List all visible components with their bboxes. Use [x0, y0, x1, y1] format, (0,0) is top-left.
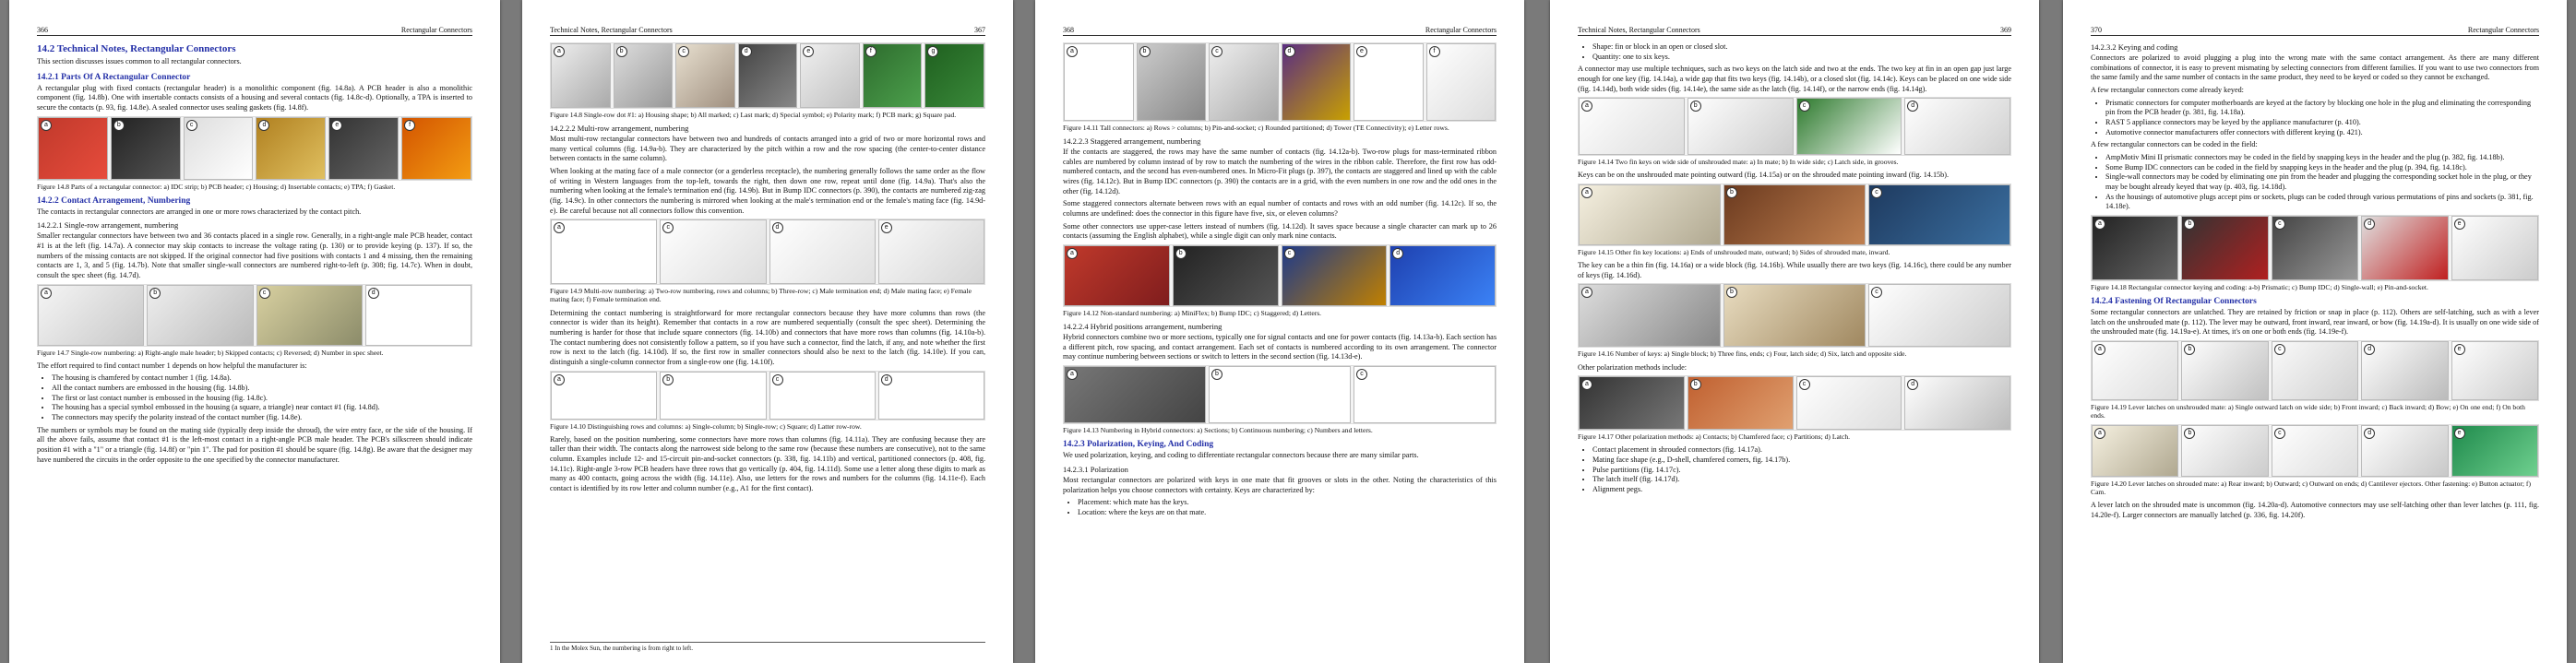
- page-369: [1550, 0, 2039, 663]
- list-item: • Automotive connector manufacturers offer connectors with different keying (p. 421).: [2105, 128, 2539, 138]
- diagram-numbers-letters: c: [1354, 366, 1496, 423]
- chapter-title: Technical Notes, Rectangular Connectors: [1578, 26, 1700, 34]
- list-item: • The housing is chamfered by contact number 1 (fig. 14.8a).: [52, 373, 472, 384]
- figure-caption: Figure 14.8 Single-row dot #1: a) Housing shape; b) All marked; c) Last mark; d) Special symbol; e) Polarity mark; f) PCB mark; g) Square pad.: [550, 111, 957, 119]
- paragraph: When looking at the mating face of a male connector (or a genderless receptacle), the numbering generally follows the same order as the flow of writing in Western languages from the top-left, towards the right, then down one row, repeat until done (fig. 14.9a). That's also the numbering when looking at the female's termination end (fig. 14.9b). But in Bump IDC connectors (p. 390), the contacts are numbered zig-zag (fig. 14.9c). In other connectors the numbering is mirrored when looking at the male's termination end or the female's mating face (fig. 14.9d-e). Be careful because not all connectors follow this convention.: [550, 167, 985, 215]
- photo-one-end: e: [2451, 341, 2538, 400]
- photo-wide-side: b: [1688, 98, 1794, 155]
- page-367: [522, 0, 1013, 663]
- figure-caption: Figure 14.7 Single-row numbering: a) Right-angle male header; b) Skipped contacts; c) Reversed; d) Number in spec sheet.: [37, 348, 384, 357]
- figure-caption: Figure 14.10 Distinguishing rows and columns: a) Single-column; b) Single-row; c) Square; d) Latter row-row.: [550, 421, 862, 431]
- photo-housing: c: [184, 117, 254, 180]
- photo-tower: d: [1282, 43, 1352, 121]
- photo-gasket: f: [401, 117, 471, 180]
- figure-caption: Figure 14.8 Parts of a rectangular connector: a) IDC strip; b) PCB header; c) Housing; d) Insertable contacts; e) TPA; f) Gasket.: [37, 182, 396, 191]
- subsection-title: 14.2.1 Parts Of A Rectangular Connector: [37, 72, 191, 82]
- figure-caption: Figure 14.11 Tall connectors: a) Rows > columns; b) Pin-and-socket; c) Rounded partitioned; d) Tower (TE Connectivity); e) Letter rows.: [1063, 124, 1449, 132]
- list-item: • Quantity: one to six keys.: [1592, 53, 2011, 63]
- photo-three-fins: b: [1723, 284, 1866, 347]
- photo-bump-idc-keyed: c: [2272, 216, 2358, 280]
- figure-caption: Figure 14.14 Two fin keys on wide side of unshrouded mate: a) In mate; b) In wide side; c) Latch side, in grooves.: [1578, 158, 1899, 167]
- figure-caption: Figure 14.13 Numbering in Hybrid connectors: a) Sections; b) Continuous numbering; c) Numbers and letters.: [1063, 426, 1373, 435]
- photo-pcb-header: b: [111, 117, 181, 180]
- subsubsection-title: 14.2.2.2 Multi-row arrangement, numbering: [550, 124, 689, 134]
- paragraph: Keys can be on the unshrouded mate pointing outward (fig. 14.15a) or on the shrouded mate pointing inward (fig. 14.15b).: [1578, 171, 1950, 180]
- page-368: [1035, 0, 1524, 663]
- paragraph: Hybrid connectors combine two or more sections, typically one for signal contacts and one for power contacts (fig. 14.13a-b). Each section has a different pitch, row spacing, and contact arrangement. Each set of contacts is numbered according to its own arrangement. The connector may continue numbering between sections or switch to letters in the second section (fig. 14.13d-e).: [1063, 333, 1497, 361]
- bullet-list: [2091, 153, 2539, 212]
- paragraph: A few rectangular connectors come already keyed:: [2091, 85, 2244, 94]
- diagram-single-column: a: [551, 372, 657, 420]
- subsubsection-title: 14.2.2.3 Staggered arrangement, numbering: [1063, 136, 1201, 147]
- paragraph: A lever latch on the shrouded mate is uncommon (fig. 14.20a-d). Automotive connectors may use self-latching other than lever latches (p. 111, fig. 14.20e-f). Larger connectors are manually latched (p. 336, fig. 14.20f).: [2091, 501, 2539, 520]
- subsection-title: 14.2.2 Contact Arrangement, Numbering: [37, 195, 191, 206]
- diagram-letter-rows: e: [1354, 43, 1424, 121]
- photo-idc-strip: a: [38, 117, 108, 180]
- footnote: 1 In the Molex Sun, the numbering is from right to left.: [550, 642, 985, 652]
- photo-four-latch: c: [1868, 284, 2010, 347]
- photo-front-inward: b: [2181, 341, 2268, 400]
- paragraph: Smaller rectangular connectors have between two and 36 contacts placed in a single row. Generally, in a right-angle male PCB header, contact #1 is at the left (fig. 14.7a). A connector may skip contacts to increase the voltage rating (p. 130) or to provide keying (p. 137). If so, the numbers of the missing contacts are not skipped. If the original connector had five positions with contacts 1 and 4 missing, then the remaining contacts are 1, 3, and 5 (fig. 14.7b). Note that smaller single-wall connectors are numbered right-to-left (p. 308; fig. 14.7c). When in doubt, consult the spec sheet (fig. 14.7d).: [37, 231, 472, 280]
- intro-paragraph: This section discusses issues common to all rectangular connectors.: [37, 57, 242, 65]
- figure-14-16: [1578, 283, 2011, 348]
- chapter-title: Rectangular Connectors: [2467, 26, 2539, 34]
- photo-staggered: c: [1282, 245, 1388, 306]
- photo-partitioned: c: [1209, 43, 1279, 121]
- list-item: • Contact placement in shrouded connectors (fig. 14.17a).: [1592, 445, 2011, 456]
- paragraph: The contacts in rectangular connectors are arranged in one or more rows characterized by the contact pitch.: [37, 207, 362, 216]
- running-header: [1063, 26, 1497, 36]
- subsubsection-title: 14.2.3.2 Keying and coding: [2091, 42, 2178, 52]
- page-366: [9, 0, 500, 663]
- figure-14-7: [37, 284, 472, 347]
- diagram-spec-sheet: d: [365, 285, 471, 346]
- paragraph: A connector may use multiple techniques, such as two keys on the latch side and two at the ends. The two key at fin in an open gap just large enough for one key (fig. 14.14a), a wide gap that fits two keys (fig. 14.14b), or a closed slot (fig. 14.14c). Keys can be placed on one wide side (fig. 14.14d), both wide sides (fig. 14.14e), the same side as the latch (fig. 14.14f), or the narrow ends (fig. 14.14g).: [1578, 65, 2011, 93]
- list-item: • Placement: which mate has the keys.: [1078, 498, 1497, 508]
- paragraph: Connectors are polarized to avoid plugging a plug into the wrong mate with the same contact arrangement. As there are many different combinations of connector, it is easy to prevent mismating by selecting connectors from different families. If you want to use two connectors from the same family and the same number of contacts in the same product, they need to be keyed or coded so they cannot be exchanged.: [2091, 53, 2539, 82]
- paragraph: The numbers or symbols may be found on the mating side (typically deep inside the shroud), the wire entry face, or the side of the housing. If all the above fails, assume that contact #1 is the left-most contact in a right-angle PCB male header. The PCB's silkscreen should indicate position #1 with a "1" or a triangle (fig. 14.8f) or "pin 1". The pad for position #1 should be square (fig. 14.8g). Be aware that the designer may have numbered the circuits in the order opposite to the one specified by the connector manufacturer.: [37, 425, 472, 464]
- figure-caption: Figure 14.16 Number of keys: a) Single block; b) Three fins, ends; c) Four, latch side; d) Six, latch and opposite side.: [1578, 349, 1907, 359]
- photo-pin-socket-coded: e: [2451, 216, 2538, 280]
- photo-female-mating: e: [878, 219, 984, 284]
- photo-latch: d: [1904, 376, 2010, 430]
- photo-last-mark: c: [675, 43, 735, 108]
- list-item: • The latch itself (fig. 14.17d).: [1592, 475, 2011, 485]
- paragraph: Some rectangular connectors are unlatched. They are retained by friction or snap in place (p. 112). Others are self-latching, such as with a lever latch on the unshrouded mate (p. 112). The lever may be outward, front inward, rear inward, or bow (fig. 14.19a-d). It is usually on one wide side of the unshrouded mate (fig. 14.19a-e). At times, it's on one or both ends (fig. 14.19e-f).: [2091, 307, 2539, 337]
- paragraph: If the contacts are staggered, the rows may have the same number of contacts (fig. 14.12a-b). Two-row plugs for mass-terminated ribbon cables are numbered by column instead of by row to match the numbering of the wires in the ribbon cable. Therefore, the first row has odd-numbered contacts, and the second has even-numbered ones. In Micro-Fit plugs (p. 397), the contacts are staggered and lined up with the cable wires (fig. 14.12c). But in Bump IDC connectors (p. 390) the contacts are in a grid, with the even numbers in one row and the odd ones in the other (fig. 14.12d).: [1063, 148, 1497, 195]
- photo-in-mate: a: [1579, 98, 1685, 155]
- running-header: [1578, 26, 2011, 36]
- photo-letters: d: [1389, 245, 1496, 306]
- photo-outward: b: [2181, 425, 2268, 477]
- figure-caption: Figure 14.12 Non-standard numbering: a) MiniFlex; b) Bump IDC; c) Staggered; d) Letters.: [1063, 309, 1322, 318]
- paragraph: A rectangular plug with fixed contacts (rectangular header) is a monolithic component (fig. 14.8a). A PCB header is also a monolithic component (fig. 14.8b). One with insertable contacts consists of a housing and several contacts (fig. 14.8c-d). Optionally, a TPA is inserted to secure the contacts (p. 93, fig. 14.8e). A sealed connector uses sealing gaskets (fig. 14.8f).: [37, 83, 472, 112]
- photo-prismatic-b: b: [2181, 216, 2268, 280]
- diagram-continuous-numbering: b: [1209, 366, 1351, 423]
- photo-rear-inward: a: [2092, 425, 2178, 477]
- photo-latch-grooves: d: [1904, 98, 2010, 155]
- photo-single-block: a: [1579, 284, 1721, 347]
- photo-polarity-mark: e: [800, 43, 860, 108]
- list-item: • AmpMotiv Mini II prismatic connectors may be coded in the field by snapping keys in the header and the plug (p. 382, fig. 14.18b).: [2105, 153, 2539, 163]
- page-number: 366: [37, 26, 48, 34]
- paragraph: Most multi-row rectangular connectors have between two and hundreds of contacts arranged into a grid of two or more horizontal rows and many vertical columns (fig. 14.9a-b). They are characterized by the pitch within a row and the row spacing (the center-to-center distance between contacts in the same column).: [550, 135, 985, 163]
- paragraph: Determining the contact numbering is straightforward for more rectangular connectors because they have more columns than rows (the connector is wider than its height). Remember that contacts in a row are numbered sequentially (consult the spec sheet). Determining the numbering is harder for those that include square connectors (fig. 14.10b) and connectors that have more rows than columns (fig. 14.10a-b). The contact numbering does not consistently follow a pattern, so if you have such a connector, find the latch, if any, and note whether the first row is next to the latch (fig. 14.10d). If so, the first row in smaller connectors should also be next to the latch (fig. 14.10e). If you can, distinguish a single-column connector from a single-row one (fig. 14.10f).: [550, 308, 985, 366]
- photo-letter-rows: f: [1426, 43, 1497, 121]
- paragraph: Some staggered connectors alternate between rows with an equal number of contacts and rows with an odd number (fig. 14.12c). If so, the columns are undefined: does the connector in this figure have five, six, or eleven columns?: [1063, 199, 1497, 219]
- running-header: [2091, 26, 2539, 36]
- figure-caption: Figure 14.19 Lever latches on unshrouded mate: a) Single outward latch on wide side; b) Front inward; c) Back inward; d) Bow; e) On one end; f) On both ends.: [2091, 402, 2525, 420]
- subsubsection-title: 14.2.2.4 Hybrid positions arrangement, numbering: [1063, 322, 1222, 332]
- diagram-two-row-numbering: a: [551, 219, 657, 284]
- paragraph: The key can be a thin fin (fig. 14.16a) or a wide block (fig. 14.16b). While usually there are two keys (fig. 14.16c), there could be any number of keys (fig. 14.16d).: [1578, 261, 2011, 279]
- photo-contacts: d: [256, 117, 326, 180]
- figure-14-13: [1063, 365, 1497, 424]
- figure-caption: Figure 14.18 Rectangular connector keying and coding: a-b) Prismatic; c) Bump IDC; d) Single-wall; e) Pin-and-socket.: [2091, 282, 2428, 291]
- paragraph: A few rectangular connectors can be coded in the field:: [2091, 140, 2258, 149]
- photo-reversed: c: [256, 285, 363, 346]
- chapter-title: Technical Notes, Rectangular Connectors: [550, 26, 673, 34]
- section-title: 14.2 Technical Notes, Rectangular Connectors: [37, 43, 236, 54]
- list-item: • The housing has a special symbol embossed in the housing (a square, a triangle) near contact #1 (fig. 14.8d).: [52, 403, 472, 413]
- subsection-title: 14.2.4 Fastening Of Rectangular Connectors: [2091, 296, 2257, 306]
- photo-shrouded-mate: c: [1868, 184, 2010, 245]
- diagram-square: c: [769, 372, 876, 420]
- paragraph: We used polarization, keying, and coding to differentiate rectangular connectors because there are many similar parts.: [1063, 451, 1419, 460]
- photo-sections: a: [1064, 366, 1206, 423]
- list-item: • The connectors may specify the polarity instead of the contact number (fig. 14.8e).: [52, 413, 472, 423]
- list-item: • Prismatic connectors for computer motherboards are keyed at the factory by blocking one hole in the plug and eliminating the corresponding pin from the PCB header (p. 381, fig. 14.18a).: [2105, 99, 2539, 118]
- running-header: [37, 26, 472, 36]
- photo-housing-shape: a: [551, 43, 611, 108]
- figure-14-9: [550, 219, 985, 285]
- diagram-single-row: b: [660, 372, 766, 420]
- figure-14-14: [1578, 97, 2011, 156]
- paragraph: Other polarization methods include:: [1578, 362, 1688, 372]
- photo-pin-and-socket: b: [1137, 43, 1207, 121]
- figure-14-17: [1578, 375, 2011, 431]
- photo-single-wall: d: [2361, 216, 2448, 280]
- paragraph: Most rectangular connectors are polarized with keys in one mate that fit grooves or slots in the other. Noting the characteristics of this polarization helps you choose connectors with certainty. Keys are characterized by:: [1063, 475, 1497, 494]
- photo-chamfered: b: [1688, 376, 1794, 430]
- bullet-list: [37, 373, 472, 422]
- photo-all-marked: b: [614, 43, 674, 108]
- photo-partitions: c: [1796, 376, 1902, 430]
- photo-prismatic-a: a: [2092, 216, 2178, 280]
- diagram-rows-columns: a: [1064, 43, 1134, 121]
- list-item: • Location: where the keys are on that mate.: [1078, 508, 1497, 518]
- figure-14-11: [1063, 42, 1497, 122]
- bullet-list: [1063, 498, 1497, 517]
- running-header: [550, 26, 985, 36]
- photo-pcb-mark: f: [863, 43, 923, 108]
- figure-14-12: [1063, 244, 1497, 307]
- bullet-list: [1578, 445, 2011, 494]
- chapter-title: Rectangular Connectors: [1425, 26, 1497, 34]
- photo-bow: d: [2361, 341, 2448, 400]
- chapter-title: Rectangular Connectors: [400, 26, 472, 34]
- figure-caption: Figure 14.9 Multi-row numbering: a) Two-row numbering, rows and columns; b) Three-row; c) Male termination end; d) Male mating face; e) Female mating face; f) Female termination end.: [550, 287, 972, 304]
- figure-14-19: [2091, 340, 2539, 401]
- photo-three-row: c: [660, 219, 766, 284]
- page-number: 370: [2091, 26, 2102, 34]
- list-item: • RAST 5 appliance connectors may be keyed by the appliance manufacturer (p. 410).: [2105, 118, 2539, 128]
- figure-caption: Figure 14.17 Other polarization methods: a) Contacts; b) Chamfered face; c) Partitions; d) Latch.: [1578, 432, 1851, 442]
- figure-caption: Figure 14.20 Lever latches on shrouded mate: a) Rear inward; b) Outward; c) Outward on ends; d) Cantilever ejectors. Other fastening: e) Button actuator; f) Cam.: [2091, 479, 2531, 497]
- page-370: [2063, 0, 2567, 663]
- photo-bump-idc: b: [1173, 245, 1279, 306]
- photo-contacts-polarization: a: [1579, 376, 1685, 430]
- figure-14-10: [550, 371, 985, 420]
- photo-male-mating: d: [769, 219, 876, 284]
- bullet-list: [1578, 42, 2011, 62]
- list-item: • Mating face shape (e.g., D-shell, chamfered corners, fig. 14.17b).: [1592, 456, 2011, 466]
- photo-ejectors: d: [2361, 425, 2448, 477]
- list-item: • Some Bump IDC connectors can be coded in the field by snapping keys in the header and the plug (p. 394, fig. 14.18c).: [2105, 163, 2539, 173]
- photo-jp14: c: [1796, 98, 1902, 155]
- figure-14-8: [37, 116, 472, 181]
- subsubsection-title: 14.2.3.1 Polarization: [1063, 464, 1128, 474]
- list-item: • Pulse partitions (fig. 14.17c).: [1592, 466, 2011, 476]
- page-number: 367: [974, 26, 985, 34]
- photo-tpa: e: [328, 117, 399, 180]
- list-item: • The first or last contact number is embossed in the housing (fig. 14.8c).: [52, 394, 472, 404]
- photo-special-symbol: d: [738, 43, 798, 108]
- diagram-latter-row: d: [878, 372, 984, 420]
- paragraph: Some other connectors use upper-case letters instead of numbers (fig. 14.12d). It saves space because a single character can mark up to 26 contacts (assuming the English alphabet), while a single digit can only mark nine contacts.: [1063, 221, 1497, 241]
- page-number: 369: [2000, 26, 2011, 34]
- photo-cam: e: [2451, 425, 2538, 477]
- figure-14-20: [2091, 424, 2539, 478]
- photo-square-pad: g: [924, 43, 984, 108]
- list-item: • Single-wall connectors may be coded by eliminating one pin from the header and plugging the corresponding socket hole in the plug, or they may be bought already keyed that way (p. 403, fig. 14.18d).: [2105, 172, 2539, 192]
- photo-right-angle-header: a: [38, 285, 144, 346]
- photo-shrouded-sides: b: [1723, 184, 1866, 245]
- list-item: • Shape: fin or block in an open or closed slot.: [1592, 42, 2011, 53]
- figure-caption: Figure 14.15 Other fin key locations: a) Ends of unshrouded mate, outward; b) Sides of shrouded mate, inward.: [1578, 248, 1890, 257]
- photo-back-inward: c: [2272, 341, 2358, 400]
- figure-14-18: [2091, 215, 2539, 281]
- subsection-title: 14.2.3 Polarization, Keying, And Coding: [1063, 440, 1214, 450]
- paragraph: Rarely, based on the position numbering, some connectors have more rows than columns (fig. 14.11a). They are confusing because they are taller than their width. The contacts along the narrowest side belong to the same row (because these numbers are consecutive), not to the same column. Examples include 12- and 15-circuit pin-and-socket connectors (p. 338, fig. 14.11b) and vertical, partitioned connectors (p. 408, fig. 14.11c). Right-angle 3-row PCB headers have three rows that go vertically (p. 404, fig. 14.11d). Some use a letter along these digits to mark as many as 400 contacts, going across the width (fig. 14.11e). Also, use letters for the rows and numbers for the columns (fig. 14.11e-f). Each contact is identified by its row letter and column number (e.g., A1 for the first contact).: [550, 434, 985, 492]
- photo-miniflex: a: [1064, 245, 1170, 306]
- page-number: 368: [1063, 26, 1074, 34]
- photo-outward-latch: a: [2092, 341, 2178, 400]
- photo-unshrouded-ends: a: [1579, 184, 1721, 245]
- list-item: • As the housings of automotive plugs accept pins or sockets, plugs can be coded through various permutations of pins and sockets (p. 381, fig. 14.18e).: [2105, 193, 2539, 212]
- figure-14-8-dot: [550, 42, 985, 109]
- list-item: • All the contact numbers are embossed in the housing (fig. 14.8b).: [52, 384, 472, 394]
- subsubsection-title: 14.2.2.1 Single-row arrangement, numbering: [37, 220, 179, 231]
- list-item: • Alignment pegs.: [1592, 485, 2011, 495]
- photo-outward-ends: c: [2272, 425, 2358, 477]
- figure-14-15: [1578, 184, 2011, 246]
- photo-skipped-contacts: b: [147, 285, 253, 346]
- paragraph: The effort required to find contact number 1 depends on how helpful the manufacturer is:: [37, 361, 307, 370]
- bullet-list: [2091, 99, 2539, 138]
